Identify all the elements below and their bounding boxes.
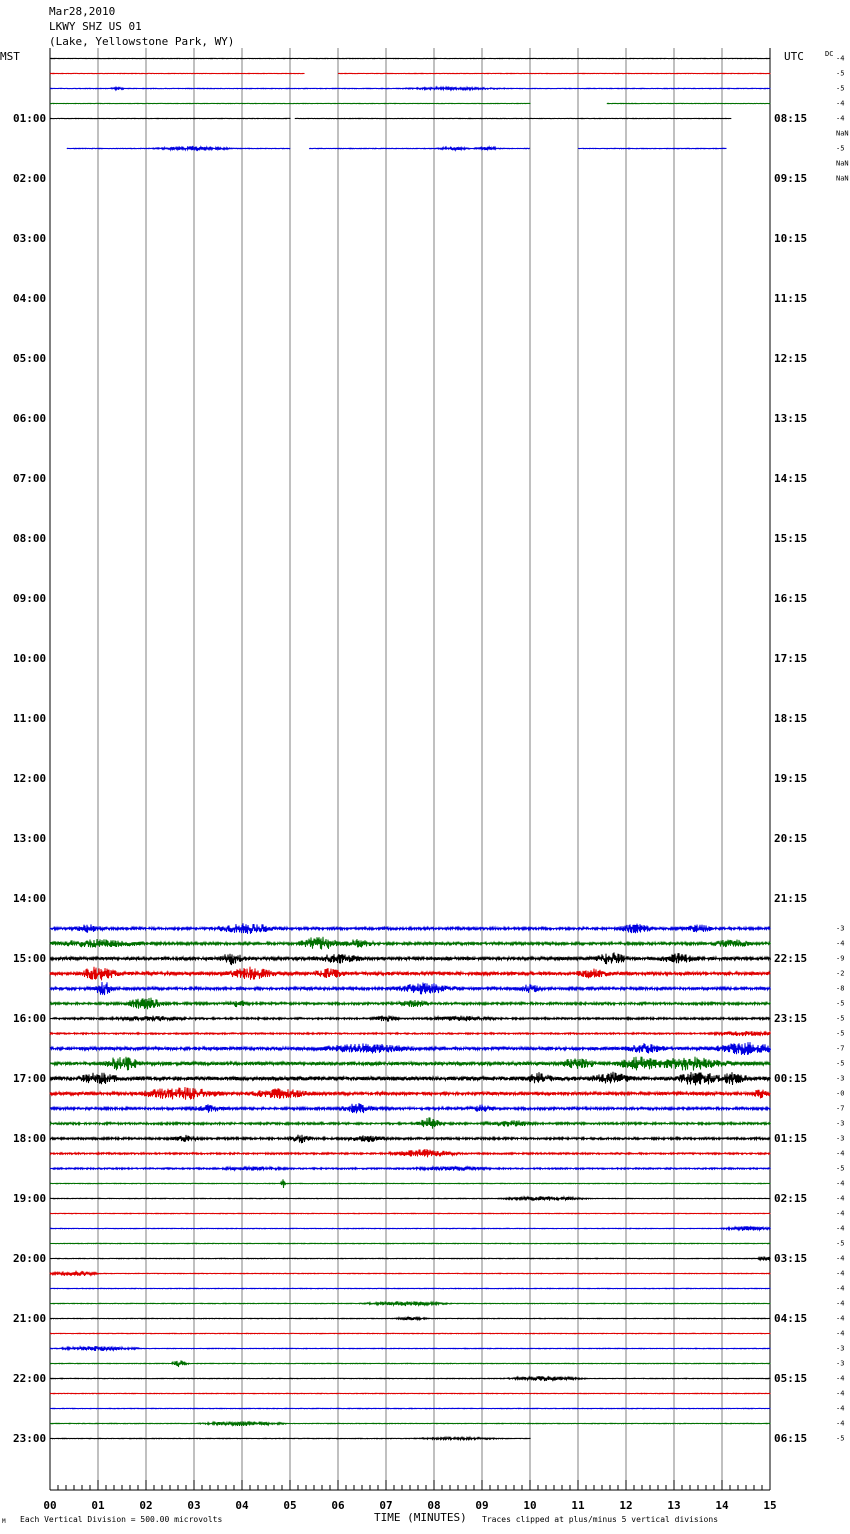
- station-name: LKWY SHZ US 01: [49, 20, 142, 33]
- trace-row-83: [50, 1301, 771, 1306]
- right-hour-label: 23:15: [774, 1012, 808, 1025]
- trace-row-74: [50, 1166, 771, 1170]
- trace-row-86: [50, 1346, 771, 1351]
- trace-row-58: [50, 923, 771, 934]
- dc-label: -5: [836, 69, 845, 78]
- left-hour-label: 22:00: [13, 1372, 47, 1385]
- dc-label: -4: [836, 1254, 845, 1263]
- left-hour-label: 03:00: [13, 232, 47, 245]
- right-hour-label: 16:15: [774, 592, 808, 605]
- dc-label: -8: [836, 984, 845, 993]
- left-hour-label: 17:00: [13, 1072, 47, 1085]
- x-axis-title: TIME (MINUTES): [374, 1511, 467, 1524]
- dc-label: NaN: [836, 129, 849, 138]
- x-tick-label: 12: [619, 1499, 633, 1512]
- left-hour-label: 10:00: [13, 652, 47, 665]
- dc-offset-labels: [825, 50, 849, 1443]
- left-hour-label: 02:00: [13, 172, 47, 185]
- dc-label: -5: [836, 1059, 845, 1068]
- dc-label: -5: [836, 1239, 845, 1248]
- left-hour-label: 20:00: [13, 1252, 47, 1265]
- trace-row-90: [50, 1408, 771, 1409]
- right-hour-label: 08:15: [774, 112, 808, 125]
- trace-row-66: [50, 1042, 771, 1055]
- right-hour-label: 14:15: [774, 472, 808, 485]
- left-hour-label: 11:00: [13, 712, 47, 725]
- dc-label: -3: [836, 1359, 845, 1368]
- trace-row-91: [50, 1421, 771, 1426]
- x-axis: [43, 1480, 776, 1512]
- right-hour-label: 13:15: [774, 412, 808, 425]
- trace-row-85: [50, 1333, 771, 1334]
- dc-label: -3: [836, 1119, 845, 1128]
- dc-label: -4: [836, 54, 845, 63]
- left-hour-label: 15:00: [13, 952, 47, 965]
- dc-label: -0: [836, 1089, 845, 1098]
- trace-row-71: [50, 1117, 771, 1128]
- scale-note: Each Vertical Division = 500.00 microvolts: [20, 1515, 223, 1524]
- right-hour-label: 04:15: [774, 1312, 808, 1325]
- x-tick-label: 05: [283, 1499, 297, 1512]
- trace-row-77: [50, 1213, 771, 1214]
- left-hour-label: 08:00: [13, 532, 47, 545]
- x-tick-label: 07: [379, 1499, 393, 1512]
- dc-label: -4: [836, 1269, 845, 1278]
- dc-label: -4: [836, 1284, 845, 1293]
- trace-row-68: [50, 1072, 771, 1086]
- dc-label: -4: [836, 1389, 845, 1398]
- seismic-traces: [50, 58, 771, 1439]
- right-timezone-label: UTC: [784, 50, 804, 63]
- dc-label: -4: [836, 1404, 845, 1413]
- left-hour-label: 12:00: [13, 772, 47, 785]
- right-hour-label: 12:15: [774, 352, 808, 365]
- trace-row-6: [578, 148, 727, 149]
- trace-row-84: [50, 1317, 771, 1320]
- x-tick-label: 06: [331, 1499, 345, 1512]
- right-hour-label: 17:15: [774, 652, 808, 665]
- x-tick-label: 14: [715, 1499, 729, 1512]
- dc-label: -3: [836, 924, 845, 933]
- right-hour-label: 22:15: [774, 952, 808, 965]
- dc-label: -7: [836, 1104, 845, 1113]
- trace-row-67: [50, 1057, 771, 1071]
- dc-label: -5: [836, 1164, 845, 1173]
- trace-row-76: [50, 1196, 771, 1200]
- trace-row-89: [50, 1393, 771, 1394]
- dc-label: -5: [836, 84, 845, 93]
- right-hour-label: 09:15: [774, 172, 808, 185]
- right-hour-label: 03:15: [774, 1252, 808, 1265]
- left-hour-label: 09:00: [13, 592, 47, 605]
- trace-row-87: [50, 1360, 771, 1367]
- dc-label: -3: [836, 1134, 845, 1143]
- dc-label: -5: [836, 1434, 845, 1443]
- trace-row-65: [50, 1031, 771, 1036]
- x-tick-label: 02: [139, 1499, 153, 1512]
- trace-row-61: [50, 967, 771, 981]
- trace-row-69: [50, 1087, 771, 1100]
- dc-header: DC: [825, 50, 834, 58]
- dc-label: -4: [836, 939, 845, 948]
- dc-label: -4: [836, 1209, 845, 1218]
- left-hour-label: 21:00: [13, 1312, 47, 1325]
- dc-label: -5: [836, 999, 845, 1008]
- right-hour-label: 05:15: [774, 1372, 808, 1385]
- dc-label: -7: [836, 1044, 845, 1053]
- trace-row-6: [67, 146, 290, 151]
- right-hour-label: 20:15: [774, 832, 808, 845]
- right-hour-label: 02:15: [774, 1192, 808, 1205]
- left-hour-label: 16:00: [13, 1012, 47, 1025]
- dc-label: -9: [836, 954, 845, 963]
- dc-label: -4: [836, 1224, 845, 1233]
- right-hour-label: 10:15: [774, 232, 808, 245]
- chart-date: Mar28,2010: [49, 5, 116, 18]
- x-tick-label: 13: [667, 1499, 681, 1512]
- dc-label: -4: [836, 1419, 845, 1428]
- trace-row-63: [50, 998, 771, 1010]
- trace-row-62: [50, 982, 771, 995]
- x-tick-label: 10: [523, 1499, 537, 1512]
- dc-label: -4: [836, 114, 845, 123]
- trace-row-88: [50, 1376, 771, 1381]
- right-hour-label: 00:15: [774, 1072, 808, 1085]
- trace-row-60: [50, 952, 771, 965]
- dc-label: -4: [836, 1329, 845, 1338]
- dc-label: -4: [836, 1374, 845, 1383]
- left-hour-label: 13:00: [13, 832, 47, 845]
- trace-row-81: [50, 1271, 771, 1276]
- right-hour-label: 18:15: [774, 712, 808, 725]
- dc-label: -3: [836, 1344, 845, 1353]
- dc-label: -4: [836, 1179, 845, 1188]
- dc-label: -5: [836, 1029, 845, 1038]
- dc-label: -5: [836, 1014, 845, 1023]
- station-location: (Lake, Yellowstone Park, WY): [49, 35, 235, 48]
- trace-row-72: [50, 1135, 771, 1144]
- dc-label: NaN: [836, 174, 849, 183]
- trace-row-80: [50, 1256, 771, 1260]
- trace-row-59: [50, 937, 771, 950]
- right-hour-label: 19:15: [774, 772, 808, 785]
- x-tick-label: 15: [763, 1499, 777, 1512]
- left-timezone-label: MST: [0, 50, 20, 63]
- trace-row-79: [50, 1243, 771, 1244]
- trace-row-82: [50, 1288, 771, 1289]
- x-tick-label: 01: [91, 1499, 105, 1512]
- trace-row-78: [50, 1226, 771, 1231]
- trace-row-70: [50, 1103, 771, 1113]
- footer-mark: M: [2, 1518, 6, 1525]
- left-hour-label: 05:00: [13, 352, 47, 365]
- x-tick-label: 04: [235, 1499, 249, 1512]
- left-hour-label: 23:00: [13, 1432, 47, 1445]
- dc-label: -3: [836, 1074, 845, 1083]
- dc-label: -4: [836, 1299, 845, 1308]
- x-tick-label: 09: [475, 1499, 489, 1512]
- right-hour-label: 11:15: [774, 292, 808, 305]
- dc-label: NaN: [836, 159, 849, 168]
- dc-label: -4: [836, 1314, 845, 1323]
- left-hour-label: 19:00: [13, 1192, 47, 1205]
- right-hour-label: 21:15: [774, 892, 808, 905]
- trace-row-73: [50, 1149, 771, 1157]
- dc-label: -5: [836, 144, 845, 153]
- trace-row-64: [50, 1016, 771, 1022]
- trace-row-2: [50, 87, 771, 90]
- x-tick-label: 08: [427, 1499, 441, 1512]
- dc-label: -2: [836, 969, 845, 978]
- left-hour-label: 04:00: [13, 292, 47, 305]
- right-hour-label: 06:15: [774, 1432, 808, 1445]
- dc-label: -4: [836, 1149, 845, 1158]
- hour-labels: [13, 112, 807, 1445]
- trace-row-6: [309, 147, 530, 150]
- left-hour-label: 01:00: [13, 112, 47, 125]
- trace-row-75: [50, 1179, 771, 1188]
- right-hour-label: 01:15: [774, 1132, 808, 1145]
- left-hour-label: 07:00: [13, 472, 47, 485]
- left-hour-label: 06:00: [13, 412, 47, 425]
- x-tick-label: 03: [187, 1499, 201, 1512]
- right-hour-label: 15:15: [774, 532, 808, 545]
- dc-label: -4: [836, 99, 845, 108]
- x-tick-label: 00: [43, 1499, 57, 1512]
- left-hour-label: 18:00: [13, 1132, 47, 1145]
- left-hour-label: 14:00: [13, 892, 47, 905]
- clip-note: Traces clipped at plus/minus 5 vertical divisions: [482, 1515, 719, 1524]
- x-tick-label: 11: [571, 1499, 585, 1512]
- dc-label: -4: [836, 1194, 845, 1203]
